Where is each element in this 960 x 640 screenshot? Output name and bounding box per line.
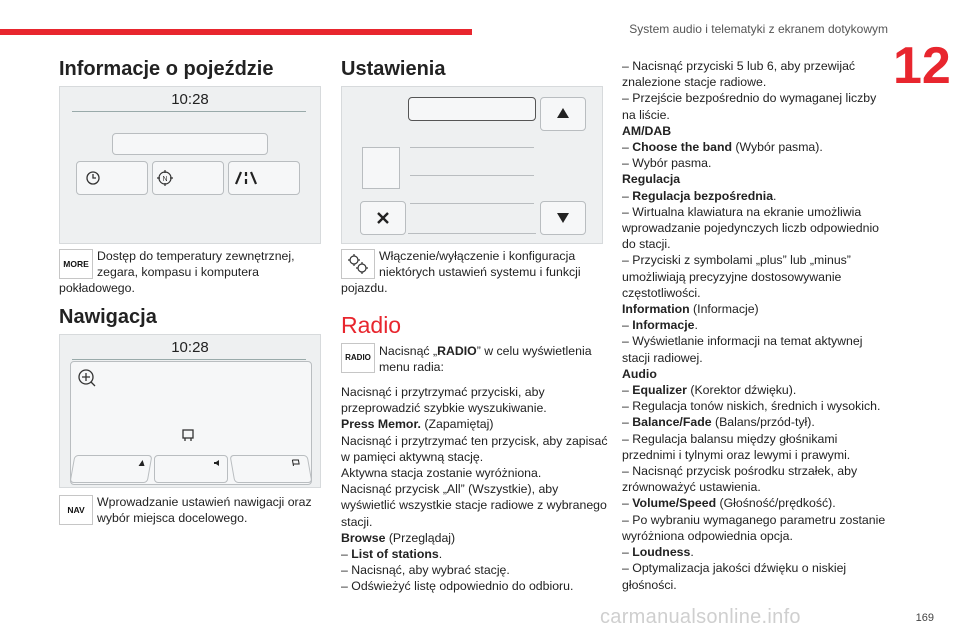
watermark: carmanualsonline.info [600, 606, 801, 628]
clock-button[interactable] [76, 161, 148, 195]
page-number: 169 [915, 612, 934, 624]
row-divider [410, 175, 534, 176]
compass-button[interactable] [152, 161, 224, 195]
screen-divider [72, 111, 306, 112]
settings-button-icon [341, 249, 375, 279]
settings-screen [341, 86, 603, 244]
info-field[interactable] [112, 133, 268, 155]
screen-clock: 10:28 [171, 339, 209, 356]
settings-preview-box [362, 147, 400, 189]
row-divider [410, 203, 534, 204]
scroll-down-button[interactable] [540, 201, 586, 235]
screen-clock: 10:28 [171, 91, 209, 108]
vehicle-info-screen [59, 86, 321, 244]
vehicle-desc-end: pokładowego. [59, 281, 135, 295]
scroll-up-button[interactable] [540, 97, 586, 131]
search-location-icon [77, 368, 97, 388]
vehicle-desc: Dostęp do temperatury zewnętrznej, zegara, kompasu i komputera [97, 249, 295, 280]
close-icon [376, 211, 390, 225]
svg-text:N: N [162, 176, 168, 183]
nav-destination-button[interactable] [230, 455, 313, 483]
close-button[interactable] [360, 201, 406, 235]
navigation-desc: Wprowadzanie ustawień nawigacji oraz wybór miejsca docelowego. [97, 495, 312, 526]
screen-divider [72, 359, 306, 360]
chapter-number: 12 [893, 37, 951, 95]
nav-button-icon: NAV [59, 495, 93, 525]
flag-icon [291, 459, 300, 467]
vehicle-position-icon [181, 428, 195, 442]
trip-computer-button[interactable] [228, 161, 300, 195]
header-title: System audio i telematyki z ekranem dotykowym [629, 22, 888, 36]
arrow-up-icon [556, 107, 570, 119]
compass-icon [156, 169, 174, 187]
clock-icon [85, 170, 101, 186]
triangle-icon [137, 459, 146, 467]
nav-direction-button[interactable] [70, 455, 153, 483]
settings-selected-row[interactable] [408, 97, 536, 121]
arrow-down-icon [556, 212, 570, 224]
radio-heading: Radio [341, 312, 402, 338]
settings-heading: Ustawienia [341, 58, 446, 80]
radio-text: Nacisnąć i przytrzymać przyciski, aby przeprowadzić szybkie wyszukiwanie. Press Memor. (Zapamiętaj) Nacisnąć i przytrzymać ten przycisk, aby zapisać w pamięci aktywną stację. Aktywna stacja zostanie wyróżniona. Nacisnąć przycisk „All” (Wszystkie), aby wyświetlić wszystkie stacje radiowe z wybranego stacji. Browse (Przeglądaj) – List of stations. – Nacisnąć, aby wybrać stację. – Odświeżyć listę odpowiednio do odbioru. [341, 385, 608, 594]
settings-desc-end: pojazdu. [341, 281, 388, 295]
navigation-screen [59, 334, 321, 488]
nav-audio-button[interactable] [154, 455, 228, 483]
gear-icon [345, 252, 371, 276]
settings-desc: Włączenie/wyłączenie i konfiguracja niektórych ustawień systemu i funkcji [379, 249, 581, 280]
row-divider [408, 233, 536, 234]
more-button-icon: MORE [59, 249, 93, 279]
radio-intro: Nacisnąć „RADIO” w celu wyświetlenia menu radia: [379, 344, 592, 375]
header-red-bar [0, 29, 472, 35]
speaker-icon [213, 459, 223, 467]
radio-options-text: – Nacisnąć przyciski 5 lub 6, aby przewijać znalezione stacje radiowe. – Przejście bezpośrednio do wymaganej liczby na liście. AM/DAB – Choose the band (Wybór pasma). – Wybór pasma. Regulacja – Regulacja bezpośrednia. – Wirtualna klawiatura na ekranie umożliwia wprowadzanie pojedynczych liczb odpowiednio do stacji. – Przyciski z symbolami „plus” lub „minus” umożliwiają precyzyjne dostosowywanie częstotliwości. Information (Informacje) – Informacje. – Wyświetlanie informacji na temat aktywnej stacji radiowej. Audio – Equalizer (Korektor dźwięku). – Regulacja tonów niskich, średnich i wysokich. – Balance/Fade (Balans/przód-tył). – Regulacja balansu między głośnikami przednimi i tylnymi oraz lewymi i prawymi. – Nacisnąć przycisk pośrodku strzałek, aby zrównoważyć ustawienia. – Volume/Speed (Głośność/prędkość). – Po wybraniu wymaganego parametru zostanie wyróżniona odpowiednia opcja. – Loudness. – Optymalizacja jakości dźwięku o niskiej głośności. [622, 59, 886, 592]
row-divider [410, 147, 534, 148]
vehicle-info-heading: Informacje o pojeździe [59, 58, 274, 80]
radio-button-icon: RADIO [341, 343, 375, 373]
navigation-heading: Nawigacja [59, 306, 157, 328]
road-icon [233, 170, 259, 186]
